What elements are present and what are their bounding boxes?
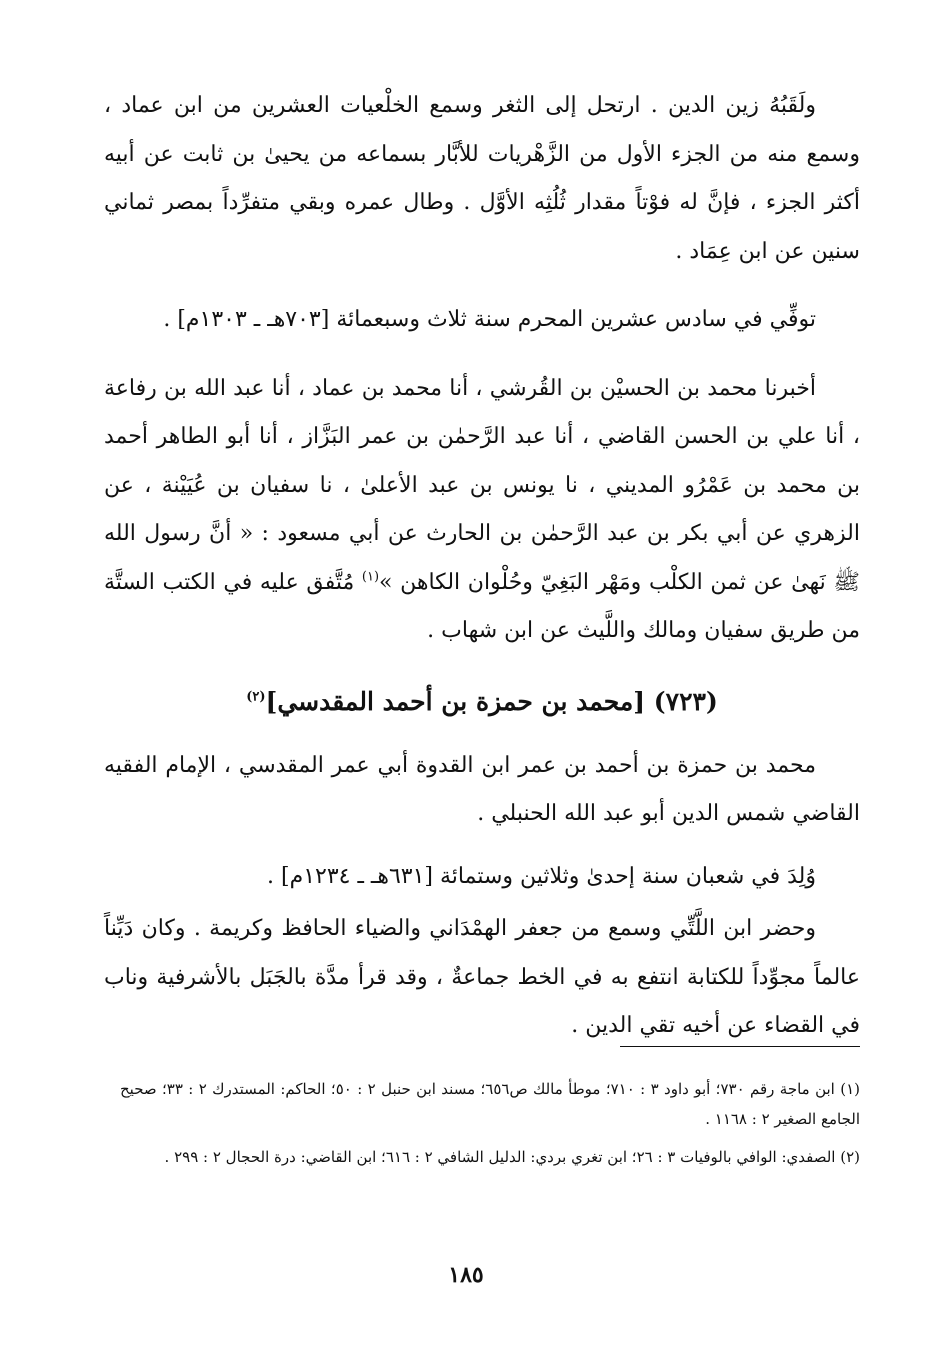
page-body	[104, 82, 860, 1051]
footnote-1: (١) ابن ماجة رقم ٧٣٠؛ أبو داود ٣ : ٧١٠؛ موطأ مالك ص٦٥٦؛ مسند ابن حنبل ٢ : ٥٠؛ الحاكم: المستدرك ٢ : ٣٣؛ صحيح الجامع الصغير ٢ : ١١٦٨ .	[120, 1080, 861, 1128]
paragraph-death: توفِّي في سادس عشرين المحرم سنة ثلاث وسبعمائة [٧٠٣هـ ـ ١٣٠٣م] .	[163, 307, 816, 332]
page-number: ١٨٥	[448, 1262, 484, 1288]
paragraph-laqab: ولَقَبُهُ زين الدين . ارتحل إلى الثغر وسمع الخلْعيات العشرين من ابن عماد ، وسمع منه من الجزء الأول من الزَّهْريات للأبَّار بسماعه من يحيىٰ بن ثابت عن أبيه أكثر الجزء ، فإنَّ له فوْتاً مقدار ثُلُثِه الأوَّل . وطال عمره وبقي متفرِّداً بمصر ثماني سنين عن ابن عِمَاد .	[104, 93, 860, 264]
entry-heading-text: (٧٢٣) [محمد بن حمزة بن أحمد المقدسي]	[265, 686, 718, 716]
footnote-divider	[620, 1046, 860, 1047]
entry-heading	[104, 682, 860, 722]
hadith-text: أخبرنا محمد بن الحسيْن بن القُرشي ، أنا محمد بن عماد ، أنا عبد الله بن رفاعة ، أنا علي بن الحسن القاضي ، أنا عبد الرَّحمٰن بن عمر البَزَّاز ، أنا أبو الطاهر أحمد بن محمد بن عَمْرُو المديني ، نا يونس بن عبد الأعلىٰ ، نا سفيان بن عُيَيْنة ، عن الزهري عن أبي بكر بن عبد الرَّحمٰن بن الحارث عن أبي مسعود : « أنَّ رسول الله ﷺ نَهىٰ عن ثمن الكلْب ومَهْر البَغِيّ وحُلْوان الكاهن »	[104, 375, 860, 595]
paragraph-study: وحضر ابن اللَّتِّي وسمع من جعفر الهمْدَاني والضياء الحافظ وكريمة . وكان دَيِّناً عالماً مجوِّداً للكتابة انتفع به في الخط جماعةٌ ، وقد قرأ مدَّة بالجَبَل بالأشرفية وناب في القضاء عن أخيه تقي الدين .	[104, 916, 860, 1038]
paragraph-name: محمد بن حمزة بن أحمد بن عمر ابن القدوة أبي عمر المقدسي ، الإمام الفقيه القاضي شمس الدين أبو عبد الله الحنبلي .	[104, 752, 860, 826]
paragraph-birth: وُلِدَ في شعبان سنة إحدىٰ وثلاثين وستمائة [٦٣١هـ ـ ١٢٣٤م] .	[267, 863, 816, 889]
footnote-2: (٢) الصفدي: الوافي بالوفيات ٣ : ٢٦؛ ابن تغري بردي: الدليل الشافي ٢ : ٦١٦؛ ابن القاضي: درة الحجال ٢ : ٢٩٩ .	[164, 1148, 860, 1166]
footnotes	[120, 1074, 860, 1180]
footnote-ref-2[interactable]: (٢)	[246, 689, 266, 705]
hadith-tail: مُتَّفق عليه في الكتب الستَّة من طريق سفيان ومالك واللَّيث عن ابن شهاب .	[104, 569, 860, 643]
paragraph-hadith	[104, 365, 860, 656]
footnote-ref-1[interactable]: (١)	[361, 569, 380, 585]
